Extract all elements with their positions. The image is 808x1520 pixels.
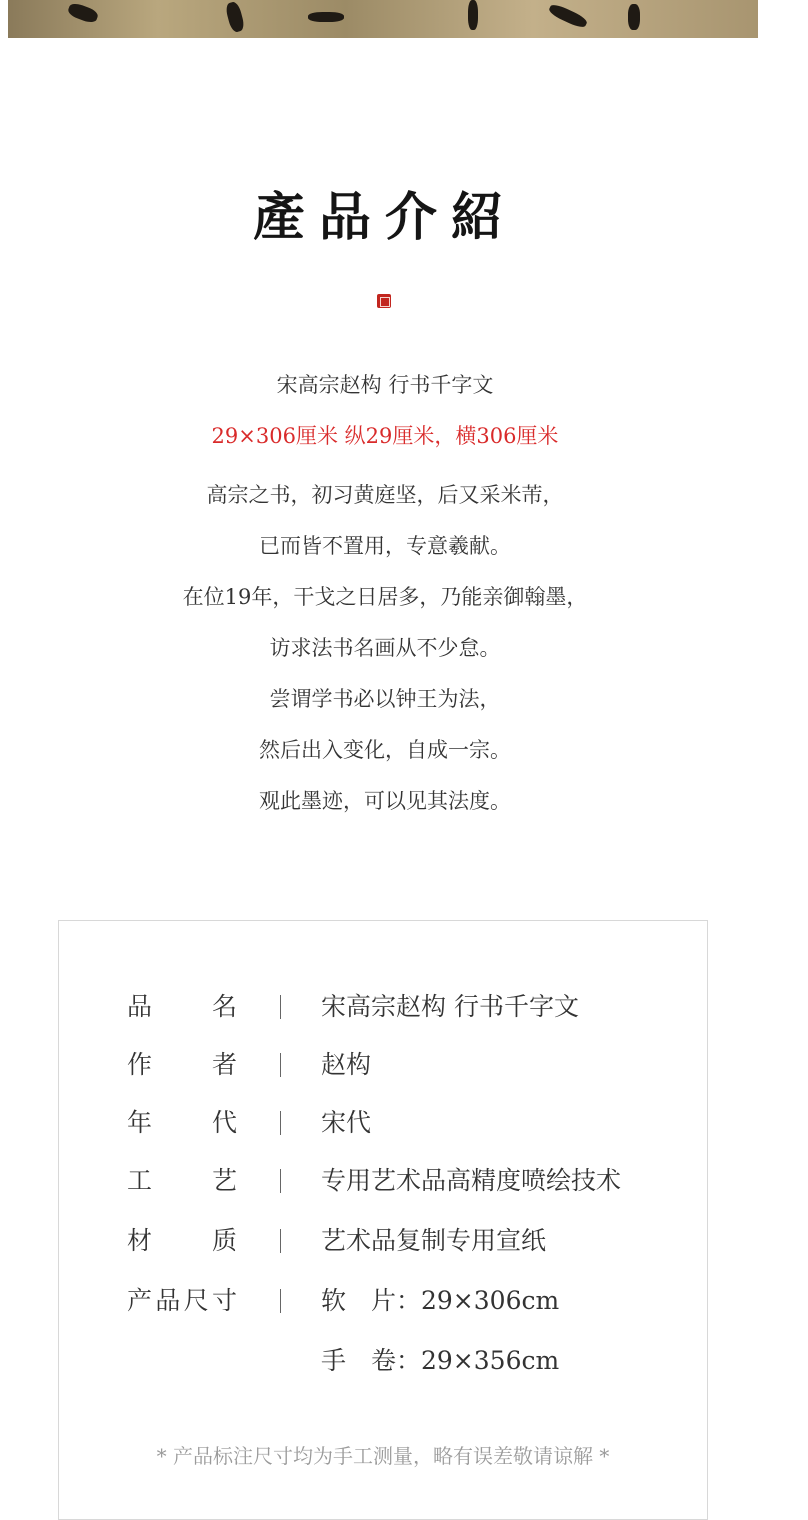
spec-row [59,1103,709,1143]
page-title: 產品介紹 [252,187,517,248]
spec-label: 产品尺寸 [127,1286,237,1315]
spec-row [59,1221,709,1261]
spec-value: 宋高宗赵构 行书千字文 [321,992,579,1021]
intro-line: 尝谓学书必以钟王为法， [269,687,501,711]
divider [280,1111,281,1135]
spec-row [59,1281,709,1321]
spec-row [59,1161,709,1201]
intro-line: 访求法书名画从不少怠。 [269,636,501,660]
intro-section [0,360,770,827]
divider [280,995,281,1019]
divider [280,1169,281,1193]
divider [280,1229,281,1253]
divider [280,1289,281,1313]
intro-line: 在位19年，干戈之日居多，乃能亲御翰墨， [182,585,588,609]
spec-table [58,920,708,1520]
spec-value: 专用艺术品高精度喷绘技术 [321,1166,622,1195]
measurement-note: * 产品标注尺寸均为手工测量，略有误差敬请谅解 * [156,1444,610,1468]
intro-line: 观此墨迹，可以见其法度。 [259,789,511,813]
spec-value: 赵构 [321,1050,372,1079]
intro-line: 然后出入变化，自成一宗。 [259,738,511,762]
spec-row [59,1341,709,1381]
spec-value: 艺术品复制专用宣纸 [321,1226,547,1255]
size-line: 29×306厘米 纵29厘米，横306厘米 [211,424,559,448]
spec-label: 材质 [127,1226,237,1255]
spec-value: 宋代 [321,1108,372,1137]
spec-label: 作者 [127,1050,237,1079]
product-name-line: 宋高宗赵构 行书千字文 [276,373,494,397]
divider [280,1053,281,1077]
spec-row [59,1045,709,1085]
spec-row [59,987,709,1027]
spec-label: 品名 [127,992,237,1021]
intro-line: 高宗之书，初习黄庭坚，后又采米芾， [206,483,564,507]
spec-value: 手 卷：29×356cm [321,1346,560,1375]
seal-stamp [377,294,391,308]
intro-line: 已而皆不置用，专意羲献。 [259,534,511,558]
spec-label: 工艺 [127,1166,237,1195]
spec-label: 年代 [127,1108,237,1137]
calligraphy-banner [8,0,758,38]
spec-value: 软 片：29×306cm [321,1286,560,1315]
